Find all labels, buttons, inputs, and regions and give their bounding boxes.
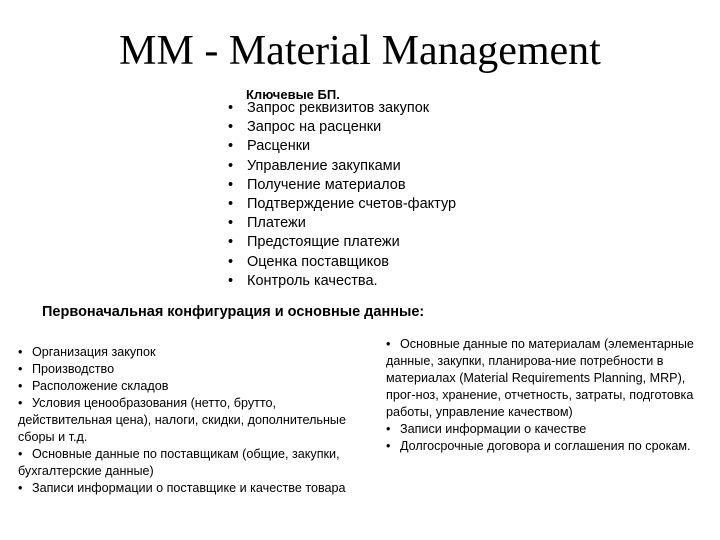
bullet-icon: • — [228, 157, 234, 174]
list-item-text: Запрос реквизитов закупок — [247, 100, 430, 116]
list-item — [228, 118, 456, 137]
list-item — [228, 195, 456, 214]
bullet-icon: • — [228, 119, 234, 136]
bullet-icon: • — [228, 253, 234, 270]
list-item — [18, 395, 348, 446]
list-item — [386, 421, 706, 438]
bullet-icon: • — [228, 196, 234, 213]
bullet-icon: • — [228, 234, 234, 251]
bullet-icon: • — [18, 362, 23, 376]
list-item-text: Запрос на расценки — [247, 119, 382, 136]
list-item — [18, 344, 348, 361]
bullet-icon: • — [18, 396, 23, 410]
list-item — [228, 253, 456, 272]
list-item-text: Долгосрочные договора и соглашения по срокам. — [400, 439, 691, 453]
bullet-icon: • — [18, 481, 23, 495]
bullet-icon: • — [18, 379, 23, 393]
key-bp-heading: Ключевые БП. — [246, 87, 340, 102]
bullet-icon: • — [228, 100, 234, 116]
list-item-text: Предстоящие платежи — [247, 234, 400, 251]
list-item — [18, 378, 348, 395]
list-item-text: Условия ценообразования (нетто, брутто, действительная цена), налоги, скидки, дополнительные сборы и т.д. — [18, 396, 346, 444]
bullet-icon: • — [386, 422, 391, 436]
list-item — [386, 438, 706, 455]
list-item-text: Записи информации о качестве — [400, 422, 587, 436]
list-item — [386, 336, 706, 421]
bullet-icon: • — [18, 345, 23, 359]
list-item-text: Записи информации о поставщике и качестве товара — [32, 481, 346, 495]
bullet-icon: • — [228, 138, 234, 155]
list-item-text: Основные данные по материалам (элементарные данные, закупки, планирова-ние потребности в материалах (Material Requirements Planning, MRP), прог-ноз, хранение, отчетность, затраты, подготовка работы, управление качеством) — [386, 337, 694, 419]
list-item — [18, 361, 348, 378]
list-item — [228, 176, 456, 195]
bullet-icon: • — [18, 447, 23, 461]
list-item-text: Контроль качества. — [247, 272, 378, 289]
list-item-text: Оценка поставщиков — [247, 253, 389, 270]
list-item — [18, 446, 348, 480]
slide-title: MM - Material Management — [119, 28, 601, 74]
config-right-list — [386, 336, 706, 455]
list-item — [228, 99, 456, 118]
list-item-text: Подтверждение счетов-фактур — [247, 196, 457, 213]
list-item-text: Расположение складов — [32, 379, 169, 393]
list-item — [228, 233, 456, 252]
config-heading: Первоначальная конфигурация и основные данные: — [42, 304, 425, 320]
list-item-text: Получение материалов — [247, 176, 406, 193]
bullet-icon: • — [386, 439, 391, 453]
bullet-icon: • — [228, 272, 234, 289]
list-item — [18, 480, 348, 497]
bullet-icon: • — [386, 337, 391, 351]
list-item-text: Расценки — [247, 138, 311, 155]
list-item-text: Организация закупок — [32, 345, 156, 359]
config-left-list — [18, 344, 348, 497]
list-item-text: Управление закупками — [247, 157, 401, 174]
list-item-text: Основные данные по поставщикам (общие, закупки, бухгалтерские данные) — [18, 447, 340, 478]
list-item — [228, 137, 456, 156]
list-item — [228, 214, 456, 233]
list-item-text: Платежи — [247, 215, 306, 232]
list-item-text: Производство — [32, 362, 115, 376]
key-bp-list — [228, 99, 456, 291]
bullet-icon: • — [228, 215, 234, 232]
bullet-icon: • — [228, 176, 234, 193]
list-item — [228, 272, 456, 291]
list-item — [228, 157, 456, 176]
